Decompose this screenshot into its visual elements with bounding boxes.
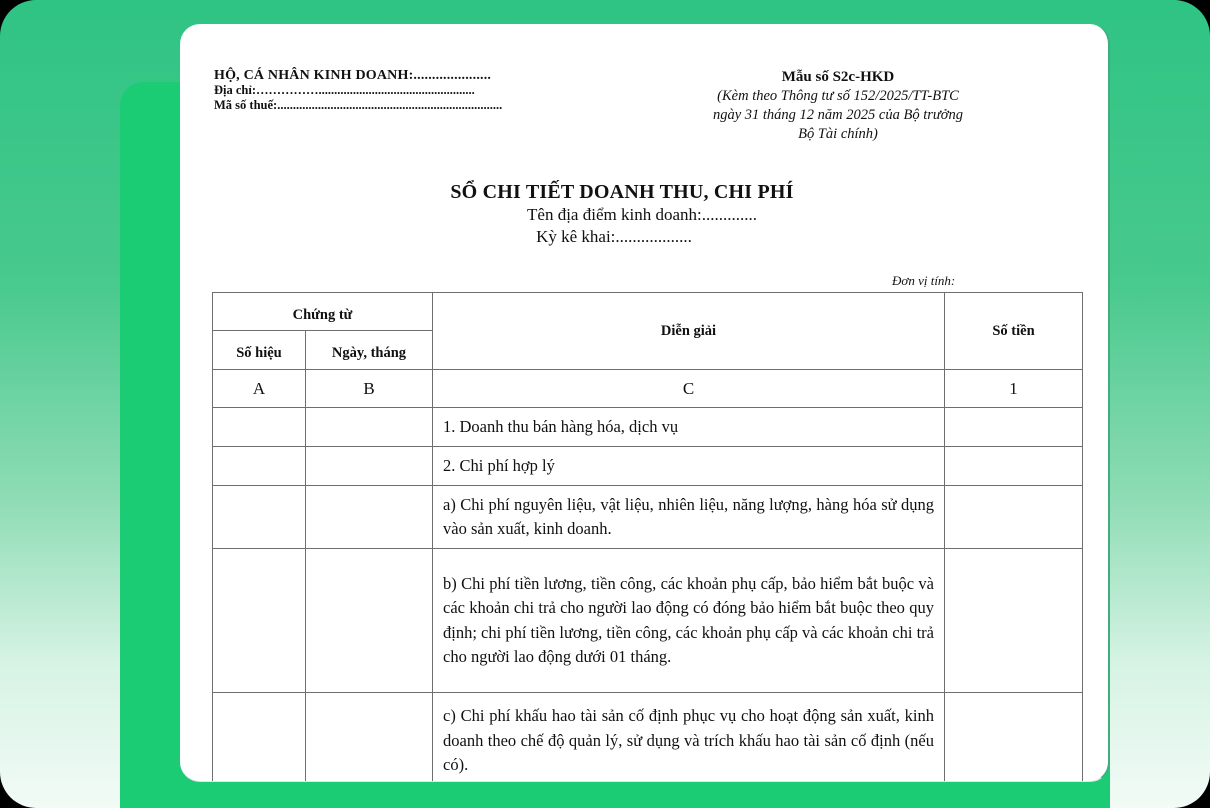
index-b: B xyxy=(306,370,433,408)
form-reference-block xyxy=(658,68,1018,144)
circular-reference-line-3: Bộ Tài chính) xyxy=(798,126,878,142)
table-row xyxy=(213,408,1083,447)
document-title: SỔ CHI TIẾT DOANH THU, CHI PHÍ xyxy=(450,181,794,203)
business-location-line: Tên địa điểm kinh doanh:............. xyxy=(527,205,757,224)
header-voucher-group: Chứng từ xyxy=(213,293,433,331)
header-description: Diễn giải xyxy=(433,293,945,370)
cell-description: 1. Doanh thu bán hàng hóa, dịch vụ xyxy=(433,408,945,447)
document-card xyxy=(180,24,1110,782)
address-line: Địa chỉ:…………….................................................. xyxy=(214,83,475,97)
cell-voucher-date xyxy=(306,693,433,783)
table-row xyxy=(213,549,1083,693)
cell-description: a) Chi phí nguyên liệu, vật liệu, nhiên liệu, năng lượng, hàng hóa sử dụng vào sản xuất, kinh doanh. xyxy=(433,486,945,549)
cell-description: 2. Chi phí hợp lý xyxy=(433,447,945,486)
index-c: C xyxy=(433,370,945,408)
index-a: A xyxy=(213,370,306,408)
cell-voucher-number xyxy=(213,408,306,447)
business-name-line: HỘ, CÁ NHÂN KINH DOANH:..................... xyxy=(214,68,492,83)
circular-reference-line-1: (Kèm theo Thông tư số 152/2025/TT-BTC xyxy=(717,88,959,104)
cell-voucher-date xyxy=(306,486,433,549)
header-voucher-number: Số hiệu xyxy=(213,331,306,370)
declaration-period-line: Kỳ kê khai:.................. xyxy=(536,227,692,246)
cell-voucher-date xyxy=(306,447,433,486)
table-row xyxy=(213,693,1083,783)
header-row-top xyxy=(213,293,1083,331)
cell-voucher-date xyxy=(306,549,433,693)
ledger-table xyxy=(212,292,1083,782)
cell-description: c) Chi phí khấu hao tài sản cố định phục vụ cho hoạt động sản xuất, kinh doanh theo chế độ quản lý, sử dụng và trích khấu hao tài sản cố định (nếu có). xyxy=(433,693,945,783)
cell-amount xyxy=(945,486,1083,549)
cell-amount xyxy=(945,408,1083,447)
header-voucher-date: Ngày, tháng xyxy=(306,331,433,370)
cell-voucher-number xyxy=(213,693,306,783)
column-index-row xyxy=(213,370,1083,408)
cell-voucher-number xyxy=(213,549,306,693)
table-row xyxy=(213,486,1083,549)
cell-voucher-number xyxy=(213,486,306,549)
cell-voucher-number xyxy=(213,447,306,486)
index-1: 1 xyxy=(945,370,1083,408)
circular-reference-line-2: ngày 31 tháng 12 năm 2025 của Bộ trưởng xyxy=(712,107,964,123)
cell-amount xyxy=(945,693,1083,783)
title-block xyxy=(180,181,1108,248)
cell-description: b) Chi phí tiền lương, tiền công, các khoản phụ cấp, bảo hiểm bắt buộc và các khoản chi trả cho người lao động có đóng bảo hiểm bắt buộc theo quy định; chi phí tiền lương, tiền công, các khoản phụ cấp và các khoản chi trả cho người lao động dưới 01 tháng. xyxy=(433,549,945,693)
tax-code-line: Mã số thuế:........................................................................ xyxy=(214,98,503,112)
cell-voucher-date xyxy=(306,408,433,447)
header-amount: Số tiền xyxy=(945,293,1083,370)
business-info-block xyxy=(214,68,502,113)
cell-amount xyxy=(945,549,1083,693)
table-row xyxy=(213,447,1083,486)
form-number: Mẫu số S2c-HKD xyxy=(781,69,895,85)
cell-amount xyxy=(945,447,1083,486)
unit-label: Đơn vị tính: xyxy=(892,273,956,288)
